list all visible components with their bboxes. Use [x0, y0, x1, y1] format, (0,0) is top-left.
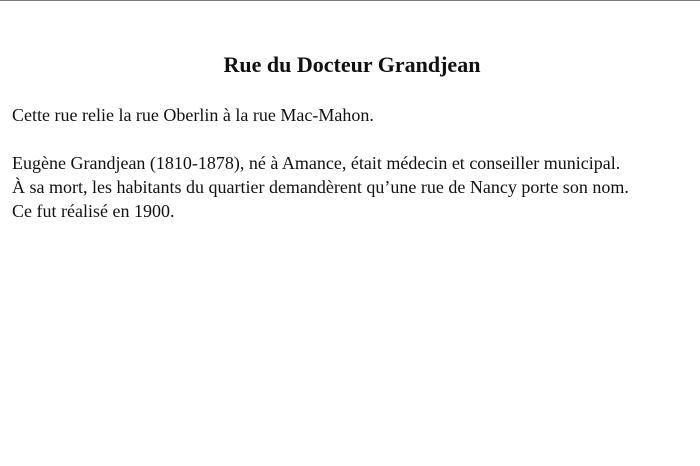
document-title: Rue du Docteur Grandjean [223, 52, 481, 77]
paragraph-line: Eugène Grandjean (1810-1878), né à Amance, était médecin et conseiller municipal. [12, 153, 621, 173]
paragraph-history [12, 151, 692, 223]
top-divider [0, 0, 700, 1]
paragraph-line: Ce fut réalisé en 1900. [12, 201, 175, 221]
paragraph-location [12, 103, 692, 127]
paragraph-line: Cette rue relie la rue Oberlin à la rue Mac-Mahon. [12, 105, 374, 125]
paragraph-line: À sa mort, les habitants du quartier demandèrent qu’une rue de Nancy porte son nom. [12, 177, 629, 197]
